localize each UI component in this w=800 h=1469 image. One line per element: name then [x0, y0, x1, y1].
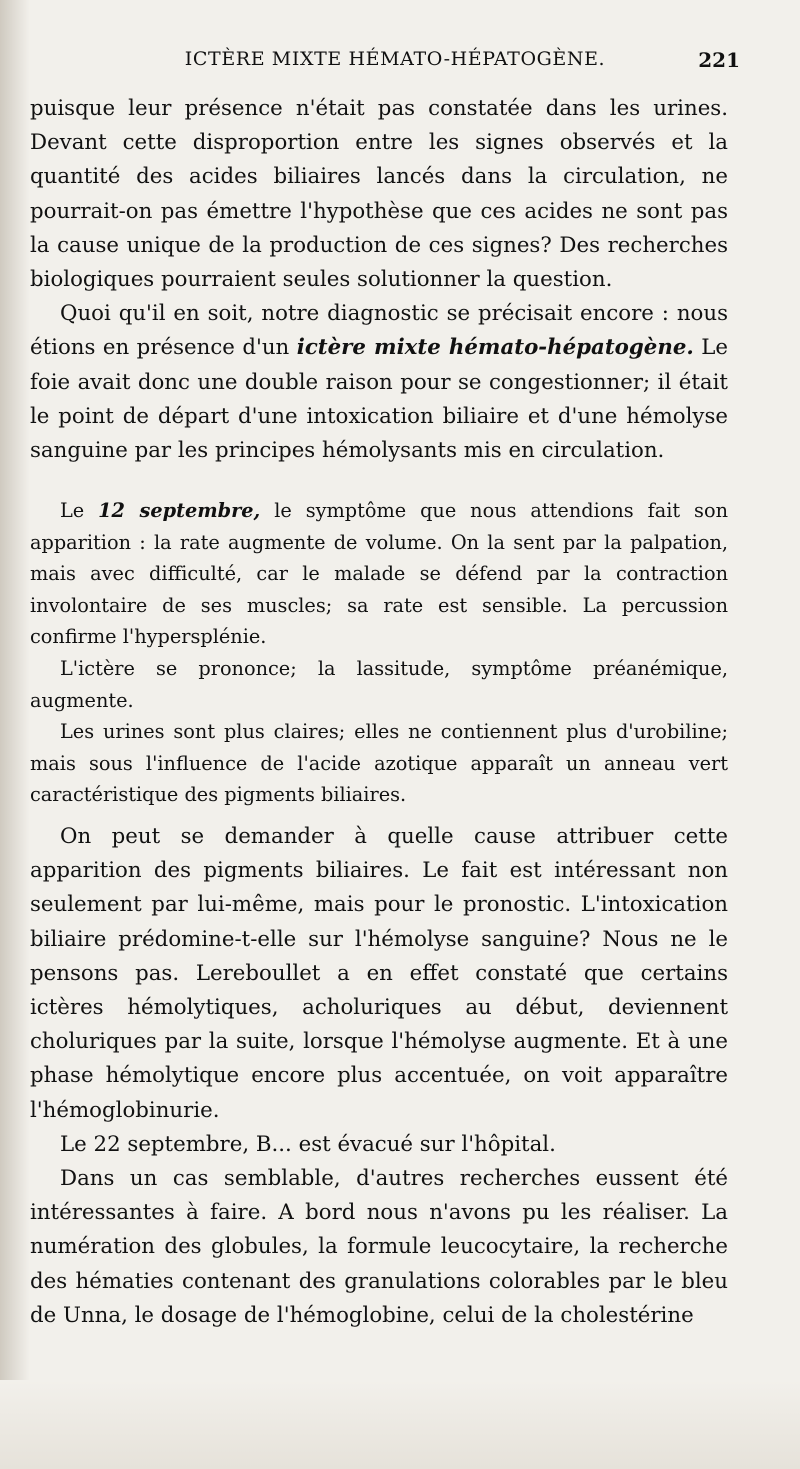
paragraph-7: Le 22 septembre, B... est évacué sur l'hôpital. — [60, 1131, 556, 1157]
paragraph-3 — [30, 495, 728, 653]
paragraph-6: On peut se demander à quelle cause attribuer cette apparition des pigments biliaires. Le fait est intéressant non seulement par lui-même, mais pour le pronostic. L'intoxication biliaire prédomine-t-elle sur l'hémolyse sanguine? Nous ne le pensons pas. Lereboullet a en effet constaté que certains ictères hémolytiques, acholuriques au début, deviennent choluriques par la suite, lorsque l'hémolyse augmente. Et à une phase hémolytique encore plus accentuée, on voit apparaître l'hémoglobinurie. — [30, 824, 728, 1123]
text-block-small — [30, 495, 728, 811]
paragraph-3-text-after: le symptôme que nous attendions fait son apparition : la rate augmente de volume. On la sent par la palpation, mais avec difficulté, car le malade se défend par la contraction involontaire de ses muscles; sa rate est sensible. La percussion confirme l'hypersplénie. — [30, 499, 728, 649]
text-block-large-top — [30, 92, 728, 468]
paragraph-1: puisque leur présence n'était pas constatée dans les urines. Devant cette disproportion entre les signes observés et la quantité des acides biliaires lancés dans la circulation, ne pourrait-on pas émettre l'hypothèse que ces acides ne sont pas la cause unique de la production de ces signes? Des recherches biologiques pourraient seules solutionner la question. — [30, 96, 728, 293]
page-number: 221 — [698, 48, 740, 72]
paragraph-2-emphasis: ictère mixte hémato-hépatogène. — [296, 335, 694, 361]
paragraph-8: Dans un cas semblable, d'autres recherches eussent été intéressantes à faire. A bord nous n'avons pu les réaliser. La numération des globules, la formule leucocytaire, la recherche des hématies contenant des granulations colorables par le bleu de Unna, le dosage de l'hémoglobine, celui de la cholestérine — [30, 1166, 728, 1328]
paragraph-2 — [30, 297, 728, 468]
page-header — [30, 48, 740, 88]
paragraph-3-emphasis: 12 septembre, — [98, 499, 261, 522]
page-bottom-shadow — [0, 1380, 800, 1469]
running-title: ICTÈRE MIXTE HÉMATO-HÉPATOGÈNE. — [184, 48, 606, 70]
paragraph-3-text: Le — [60, 499, 99, 522]
paragraph-4: L'ictère se prononce; la lassitude, symptôme préanémique, augmente. — [30, 656, 728, 712]
paragraph-2-text: Quoi qu'il en soit, notre diagnostic se précisait encore : nous étions en présence d'un — [30, 301, 728, 361]
page-edge-shadow — [0, 0, 30, 1469]
text-block-large-bottom — [30, 820, 728, 1333]
paragraph-5: Les urines sont plus claires; elles ne contiennent plus d'urobiline; mais sous l'influence de l'acide azotique apparaît un anneau vert caractéristique des pigments biliaires. — [30, 720, 728, 807]
paragraph-2-text-after: Le foie avait donc une double raison pour se congestionner; il était le point de départ d'une intoxication biliaire et d'une hémolyse sanguine par les principes hémolysants mis en circulation. — [30, 335, 728, 464]
